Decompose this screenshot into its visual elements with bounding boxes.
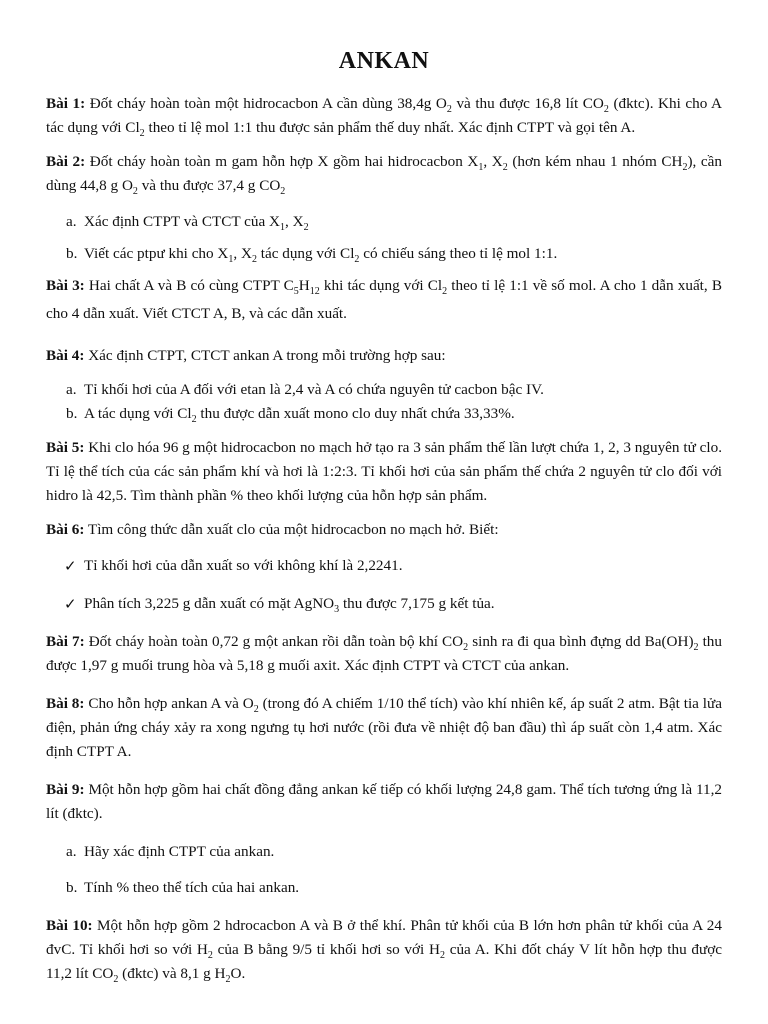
exercise-10: Bài 10: Một hỗn hợp gồm 2 hdrocacbon A và B ở thể khí. Phân tử khối của B lớn hơn phân tử khối của A 24 đvC. Tỉ khối hơi so với $H_2$ của B bằng 9/5 tỉ khối hơi so với $H_2$ của A. Khi đốt cháy V lít hỗn hợp thu được 11,2 lít $CO_2$ (đktc) và 8,1 g $H_2O$.: [46, 917, 722, 986]
exercise-2: Bài 2: Đốt cháy hoàn toàn m gam hỗn hợp X gồm hai hidrocacbon $X_1$, $X_2$ (hơn kém nhau 1 nhóm $CH_2$), cần dùng 44,8 g $O_2$ và thu được 37,4 g $CO_2$: [46, 153, 723, 198]
list-marker: a.: [66, 843, 77, 860]
exercise-1: Bài 1: Đốt cháy hoàn toàn một hidrocacbon A cần dùng 38,4g $O_2$ và thu được 16,8 lít $CO_2$ (đktc). Khi cho A tác dụng với $Cl_2$ theo tỉ lệ mol 1:1 thu được sản phẩm thế duy nhất. Xác định CTPT và gọi tên A.: [46, 95, 722, 140]
exercise-4-item-b: b. A tác dụng với $Cl_2$ thu được dẫn xuất mono clo duy nhất chứa 33,33%.: [46, 402, 722, 426]
checkmark-icon: ✓: [64, 595, 77, 613]
exercise-9-item-b: b. Tính % theo thể tích của hai ankan.: [46, 876, 722, 900]
exercise-3-label: Bài 3:: [46, 277, 85, 294]
exercise-10-label: Bài 10:: [46, 917, 93, 934]
checkmark-icon: ✓: [64, 557, 77, 575]
list-marker: b.: [66, 245, 78, 262]
exercise-2-label: Bài 2:: [46, 153, 86, 170]
exercise-1-label: Bài 1:: [46, 95, 86, 112]
exercise-3: Bài 3: Hai chất A và B có cùng CTPT $C_5H_{12}$ khi tác dụng với $Cl_2$ theo tỉ lệ 1:1 về số mol. A cho 1 dẫn xuất, B cho 4 dẫn xuất. Viết CTCT A, B, và các dẫn xuất.: [46, 277, 722, 322]
exercise-4-label: Bài 4:: [46, 347, 85, 364]
page-title: ANKAN: [338, 48, 430, 74]
exercise-9: Bài 9: Một hỗn hợp gồm hai chất đồng đẳng ankan kế tiếp có khối lượng 24,8 gam. Thể tích tương ứng là 11,2 lít (đktc).: [46, 781, 722, 822]
list-marker: a.: [66, 213, 77, 230]
exercise-2-item-a: a. Xác định CTPT và CTCT của $X_1$, $X_2$: [46, 210, 722, 234]
exercise-4: Bài 4: Xác định CTPT, CTCT ankan A trong mỗi trường hợp sau:: [46, 347, 446, 364]
exercise-5: Bài 5: Khi clo hóa 96 g một hidrocacbon no mạch hở tạo ra 3 sản phẩm thế lần lượt chứa 1, 2, 3 nguyên tử clo. Tỉ lệ thể tích của các sản phẩm khí và hơi là 1:2:3. Tỉ khối hơi của sản phẩm thế chứa 2 nguyên tử clo đối với hidro là 42,5. Tìm thành phần % theo khối lượng của hỗn hợp sản phẩm.: [46, 439, 722, 504]
list-marker: b.: [66, 879, 78, 896]
exercise-9-item-a: a. Hãy xác định CTPT của ankan.: [46, 840, 722, 864]
exercise-6-label: Bài 6:: [46, 521, 85, 538]
exercise-5-label: Bài 5:: [46, 439, 85, 456]
exercise-9-label: Bài 9:: [46, 781, 85, 798]
exercise-6-condition-2: ✓ Phân tích 3,225 g dẫn xuất có mặt AgNO$_3$ thu được 7,175 g kết tủa.: [46, 592, 722, 616]
exercise-list: [46, 92, 722, 986]
exercise-4-item-a: a. Tỉ khối hơi của A đối với etan là 2,4 và A có chứa nguyên tử cacbon bậc IV.: [46, 378, 722, 402]
exercise-7-label: Bài 7:: [46, 633, 85, 650]
exercise-6: Bài 6: Tìm công thức dẫn xuất clo của một hidrocacbon no mạch hở. Biết:: [46, 521, 499, 538]
exercise-2-item-b: b. Viết các ptpư khi cho $X_1$, $X_2$ tác dụng với $Cl_2$ có chiếu sáng theo tỉ lệ mol 1:1.: [46, 242, 722, 266]
list-marker: a.: [66, 381, 77, 398]
exercise-8-label: Bài 8:: [46, 695, 85, 712]
exercise-6-condition-1: ✓ Tỉ khối hơi của dẫn xuất so với không khí là 2,2241.: [46, 554, 722, 578]
exercise-7: Bài 7: Đốt cháy hoàn toàn 0,72 g một ankan rồi dẫn toàn bộ khí $CO_2$ sinh ra đi qua bình đựng dd $Ba(OH)_2$ thu được 1,97 g muối trung hòa và 5,18 g muối axit. Xác định CTPT và CTCT của ankan.: [46, 633, 722, 674]
list-marker: b.: [66, 405, 78, 422]
exercise-8: Bài 8: Cho hỗn hợp ankan A và $O_2$ (trong đó A chiếm 1/10 thể tích) vào khí nhiên kế, áp suất 2 atm. Bật tia lửa điện, phản ứng cháy xảy ra xong ngưng tụ hơi nước (rồi đưa về nhiệt độ ban đầu) thì áp suất còn 1,4 atm. Xác định CTPT A.: [46, 695, 722, 760]
